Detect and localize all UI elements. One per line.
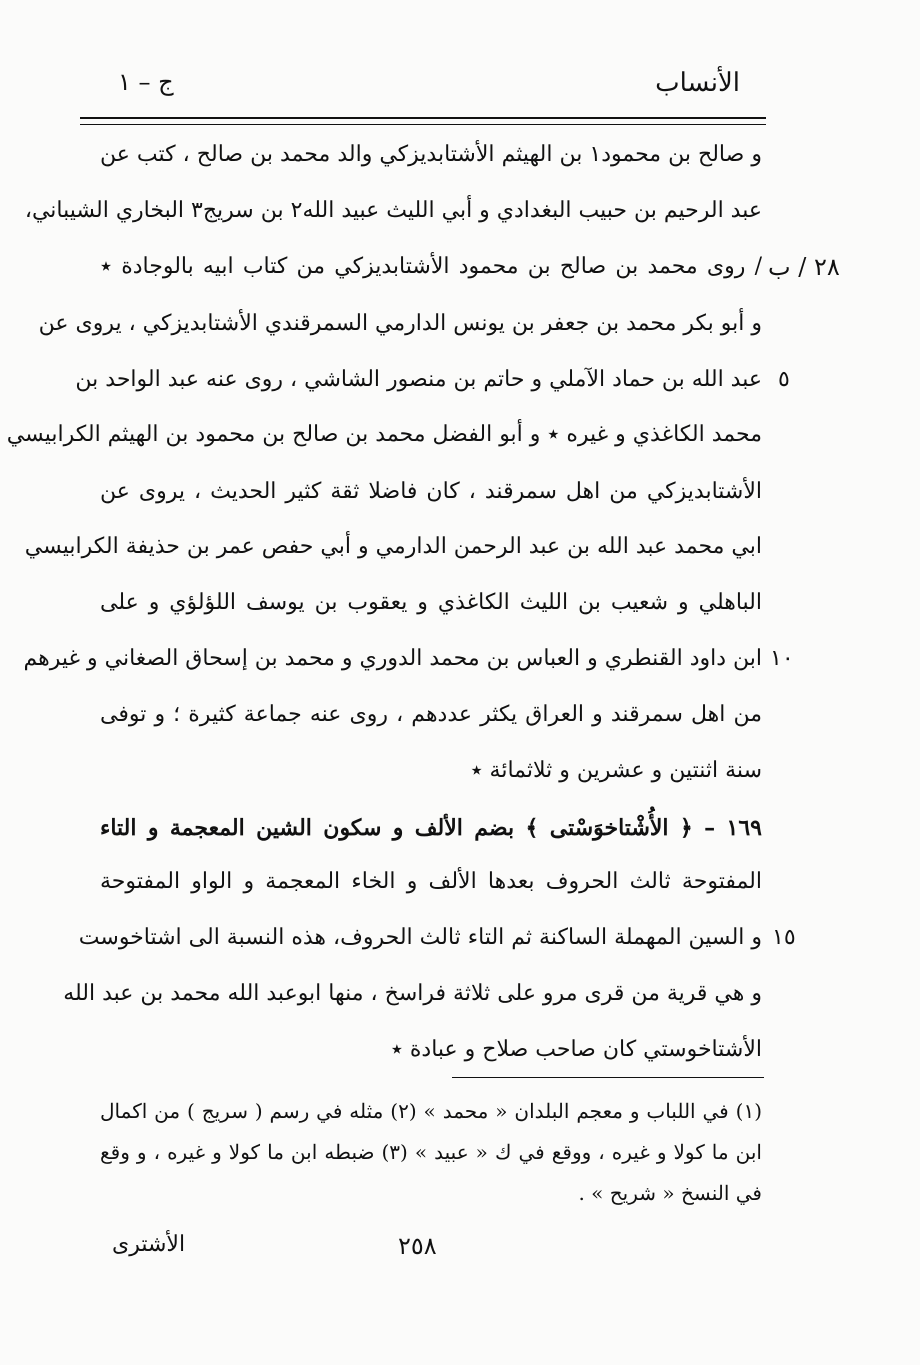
text-line: ابن داود القنطري و العباس بن محمد الدوري و محمد بن إسحاق الصغاني و غيرهم: [23, 646, 762, 671]
text-line: و السين المهملة الساكنة ثم التاء ثالث الحروف، هذه النسبة الى اشتاخوست: [78, 925, 762, 950]
catchword: الأشترى: [112, 1232, 186, 1257]
text-line: و صالح بن محمود١ بن الهيثم الأشتابديزكي والد محمد بن صالح ، كتب عن: [100, 142, 762, 167]
text-line: عبد الرحيم بن حبيب البغدادي و أبي الليث عبيد الله٢ بن سريج٣ البخاري الشيباني،: [24, 198, 762, 223]
header-rule-thin: [80, 124, 766, 125]
running-header: [100, 66, 764, 106]
text-line: عبد الله بن حماد الآملي و حاتم بن منصور الشاشي ، روى عنه عبد الواحد بن: [75, 367, 762, 392]
text-line: الأشتاخوستي كان صاحب صلاح و عبادة ٭: [390, 1037, 762, 1062]
text-line: المفتوحة ثالث الحروف بعدها الألف و الخاء المعجمة و الواو المفتوحة: [100, 869, 762, 894]
footnote-line: في النسخ « شريح » .: [578, 1181, 762, 1205]
text-line: محمد الكاغذي و غيره ٭ و أبو الفضل محمد بن صالح بن محمود بن الهيثم الكرابيسي: [6, 422, 762, 447]
text-line: الباهلي و شعيب بن الليث الكاغذي و يعقوب بن يوسف اللؤلؤي و على: [100, 590, 762, 615]
volume-number: ج – ١: [118, 68, 174, 96]
entry-heading-line: ١٦٩ – ﴿ الأُشْتاخوَسْتى ﴾ بضم الألف و سكون الشين المعجمة و التاء: [100, 815, 762, 841]
footnote-line: ابن ما كولا و غيره ، ووقع في ك « عبيد » (٣) ضبطه ابن ما كولا و غيره ، و وقع: [100, 1140, 762, 1164]
line-number-5: ٥: [778, 367, 790, 392]
line-number-10: ١٠: [770, 646, 794, 671]
text-line: الأشتابديزكي من اهل سمرقند ، كان فاضلا ثقة كثير الحديث ، يروى عن: [100, 479, 762, 504]
header-rule-thick: [80, 117, 766, 119]
book-title: الأنساب: [655, 68, 740, 98]
text-line: و هي قرية من قرى مرو على ثلاثة فراسخ ، منها ابوعبد الله محمد بن عبد الله: [63, 981, 762, 1006]
line-number-15: ١٥: [772, 925, 796, 950]
text-line: و أبو بكر محمد بن جعفر بن يونس الدارمي السمرقندي الأشتابديزكي ، يروى عن: [38, 311, 762, 336]
footnote-line: (١) في اللباب و معجم البلدان « محمد » (٢) مثله في رسم ( سريج ) من اكمال: [100, 1099, 762, 1123]
text-line: من اهل سمرقند و العراق يكثر عددهم ، روى عنه جماعة كثيرة ؛ و توفى: [100, 702, 762, 727]
footnote-separator: [452, 1077, 764, 1078]
text-line: / روى محمد بن صالح بن محمود الأشتابديزكي من كتاب ابيه بالوجادة ٭: [100, 254, 762, 279]
folio-marker: ٢٨ / ب: [768, 253, 840, 281]
page-number: ٢٥٨: [398, 1232, 437, 1260]
text-line: ابي محمد عبد الله بن عبد الرحمن الدارمي و أبي حفص عمر بن حذيفة الكرابيسي: [24, 534, 762, 559]
text-line: سنة اثنتين و عشرين و ثلاثمائة ٭: [470, 758, 762, 783]
